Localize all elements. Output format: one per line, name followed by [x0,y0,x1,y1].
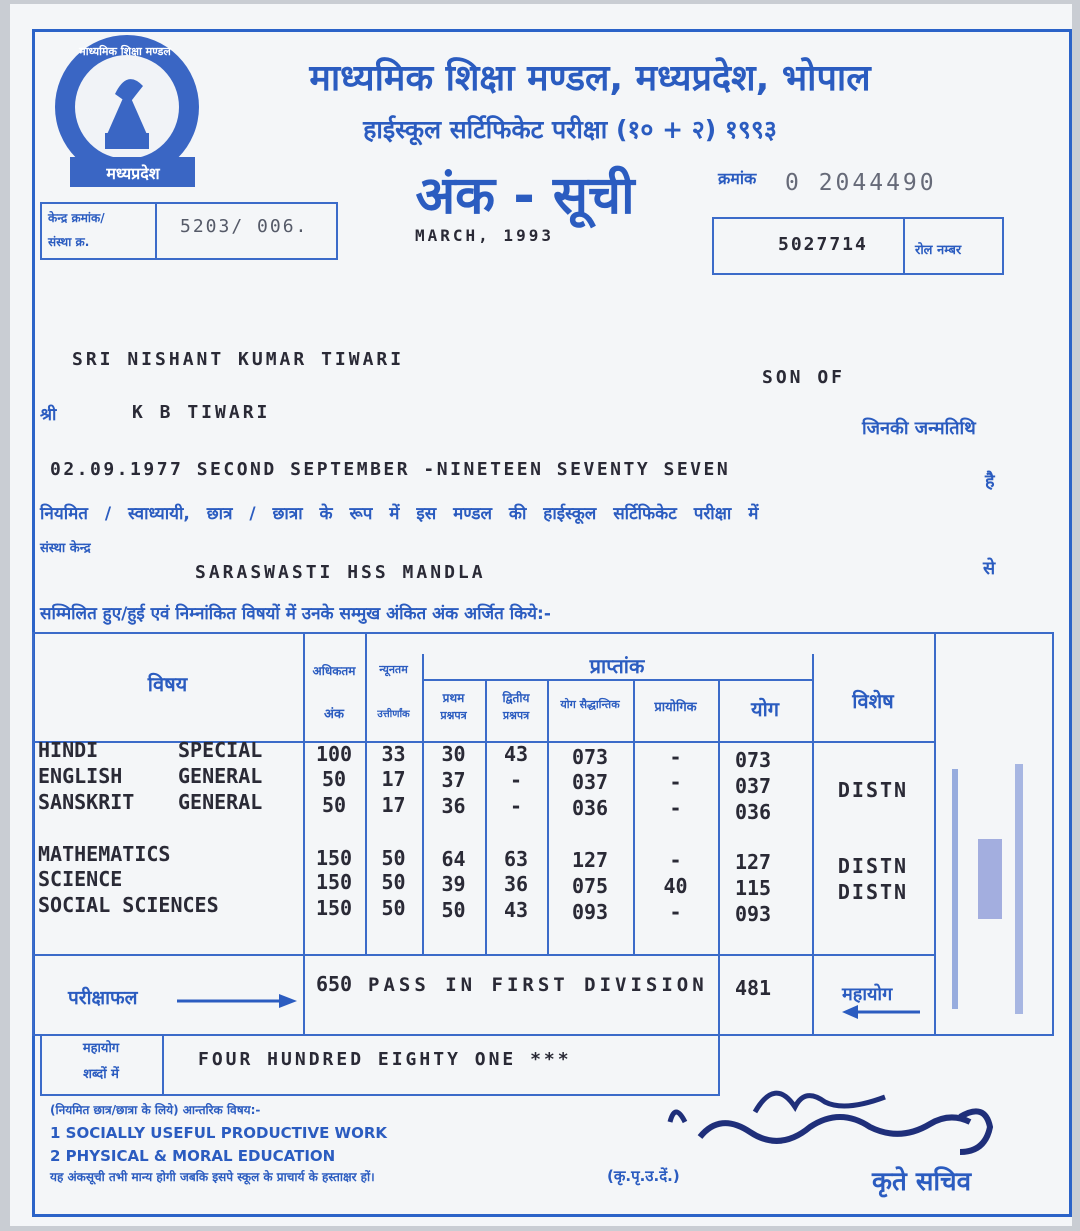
paper1-marks: 37 [441,768,466,792]
grand-total-label: महायोग [842,984,893,1005]
min-marks: 50 [381,846,406,870]
subject-total: 036 [734,800,772,824]
paper2-marks: - [509,768,523,792]
theory-total: 037 [571,770,609,794]
special-remark: DISTN [837,880,909,904]
subject-name: HINDI [38,738,99,762]
header-min-top: न्यूनतम [379,663,408,676]
serial-label: क्रमांक [718,169,757,188]
paper2-marks: - [509,794,523,818]
subject-total: 127 [734,850,772,874]
theory-total: 093 [571,900,609,924]
dob-label: जिनकी जन्मतिथि [862,418,976,439]
grand-total: 481 [734,976,772,1000]
header-max-bottom: अंक [324,707,344,722]
serial-number: 0 2044490 [785,170,937,196]
son-of-label: SON OF [762,367,846,388]
paper1-marks: 64 [441,847,466,871]
min-marks: 17 [381,793,406,817]
subject-total: 093 [734,902,772,926]
shri-prefix: श्री [40,405,57,425]
paper2-marks: 43 [503,742,529,766]
header-practical: प्रायोगिक [654,700,697,715]
paper2-marks: 36 [503,872,529,896]
subject-type: GENERAL [178,790,263,814]
internal-item-2: 2 PHYSICAL & MORAL EDUCATION [50,1147,336,1165]
board-name: माध्यमिक शिक्षा मण्डल, मध्यप्रदेश, भोपाल [309,58,871,99]
date-of-birth: 02.09.1977 SECOND SEPTEMBER -NINETEEN SEVENTY SEVEN [50,459,731,480]
hai-label: है [985,471,995,492]
subject-total: 037 [734,774,772,798]
subject-name: MATHEMATICS [38,842,171,866]
roll-label: रोल नम्बर [915,243,962,258]
se-label: से [983,558,996,579]
school-label: संस्था केन्द्र [40,541,91,556]
internal-heading: (नियमित छात्र/छात्रा के लिये) आन्तरिक विषय:- [50,1103,261,1117]
theory-total: 036 [571,796,609,820]
header-special: विशेष [852,689,894,713]
left-arrow-icon [842,1004,922,1020]
centre-number: 5203/ 006. [180,216,309,237]
subject-name: SCIENCE [38,867,123,891]
header-theory-total: योग सैद्धान्तिक [560,698,620,711]
logo-band-text: मध्यप्रदेश [106,164,160,183]
exam-name: हाईस्कूल सर्टिफिकेट परीक्षा (१० + २) १९९३ [363,115,777,144]
theory-total: 075 [571,874,609,898]
subject-total: 073 [734,748,772,772]
validity-note: यह अंकसूची तभी मान्य होगी जबकि इसपे स्कूल के प्राचार्य के हस्ताक्षर हों। [50,1170,375,1184]
exam-session: MARCH, 1993 [415,226,554,245]
header-obtained: प्राप्तांक [589,654,645,678]
practical-marks: - [669,848,682,872]
paper1-marks: 50 [441,898,466,922]
header-first-top: प्रथम [442,691,465,705]
subject-total: 115 [734,876,772,900]
school-name: SARASWASTI HSS MANDLA [195,562,486,583]
header-second-bottom: प्रश्नपत्र [502,709,530,722]
header-min-bottom: उत्तीर्णांक [377,709,410,720]
signature [660,1072,1020,1167]
result-label: परीक्षाफल [68,987,138,1009]
header-second-top: द्वितीय [502,691,530,705]
max-marks: 150 [315,896,353,920]
father-name: K B TIWARI [132,402,271,423]
centre-label-1: केन्द्र क्रमांक/ [48,211,105,225]
subject-type: SPECIAL [178,738,263,762]
candidate-name: SRI NISHANT KUMAR TIWARI [72,349,405,370]
internal-item-1: 1 SOCIALLY USEFUL PRODUCTIVE WORK [50,1124,388,1142]
paper1-marks: 30 [441,742,466,766]
paper2-marks: 63 [503,847,529,871]
max-marks: 150 [315,870,353,894]
words-label-1: महायोग [82,1041,120,1056]
practical-marks: - [669,900,682,924]
candidate-status-line: नियमित / स्वाध्यायी, छात्र / छात्रा के रूप में इस मण्डल की हाईस्कूल सर्टिफिकेट परीक्षा में [40,504,759,524]
pto-note: (कृ.पृ.उ.दें.) [607,1167,680,1185]
header-subject: विषय [147,672,188,696]
min-marks: 17 [381,767,406,791]
max-marks: 150 [315,846,353,870]
special-remark: DISTN [837,854,909,878]
paper1-marks: 39 [441,872,466,896]
right-arrow-icon [175,992,300,1010]
result-text: PASS IN FIRST DIVISION [368,974,708,996]
principal-stamp [940,749,1050,1034]
practical-marks: - [669,770,682,794]
header-total: योग [750,697,780,721]
marksheet [10,4,1072,1226]
total-in-words: FOUR HUNDRED EIGHTY ONE *** [198,1049,572,1070]
marks-intro: सम्मिलित हुए/हुई एवं निम्नांकित विषयों में उनके सम्मुख अंकित अंक अर्जित किये:- [40,604,551,624]
theory-total: 073 [571,745,609,769]
practical-marks: - [669,796,682,820]
min-marks: 50 [381,870,406,894]
header-max-top: अधिकतम [312,664,356,678]
special-remark: DISTN [837,778,909,802]
header-first-bottom: प्रश्नपत्र [440,709,467,722]
theory-total: 127 [571,848,609,872]
document-title: अंक - सूची [415,166,635,226]
max-marks: 50 [321,793,347,817]
subject-type: GENERAL [178,764,263,788]
signatory-title: कृते सचिव [872,1167,972,1197]
subject-name: SOCIAL SCIENCES [38,893,219,917]
max-marks: 100 [315,742,353,766]
subject-name: ENGLISH [38,764,123,788]
min-marks: 50 [381,896,406,920]
paper2-marks: 43 [503,898,529,922]
centre-label-2: संस्था क्र. [48,235,90,249]
roll-number: 5027714 [778,234,868,255]
max-marks: 50 [321,767,347,791]
words-label-2: शब्दों में [83,1067,119,1082]
max-total: 650 [315,972,353,996]
practical-marks: 40 [663,874,688,898]
paper1-marks: 36 [441,794,466,818]
min-marks: 33 [381,742,406,766]
subject-name: SANSKRIT [38,790,135,814]
logo-ring-text: माध्यमिक शिक्षा मण्डल [79,45,171,58]
practical-marks: - [669,745,682,769]
